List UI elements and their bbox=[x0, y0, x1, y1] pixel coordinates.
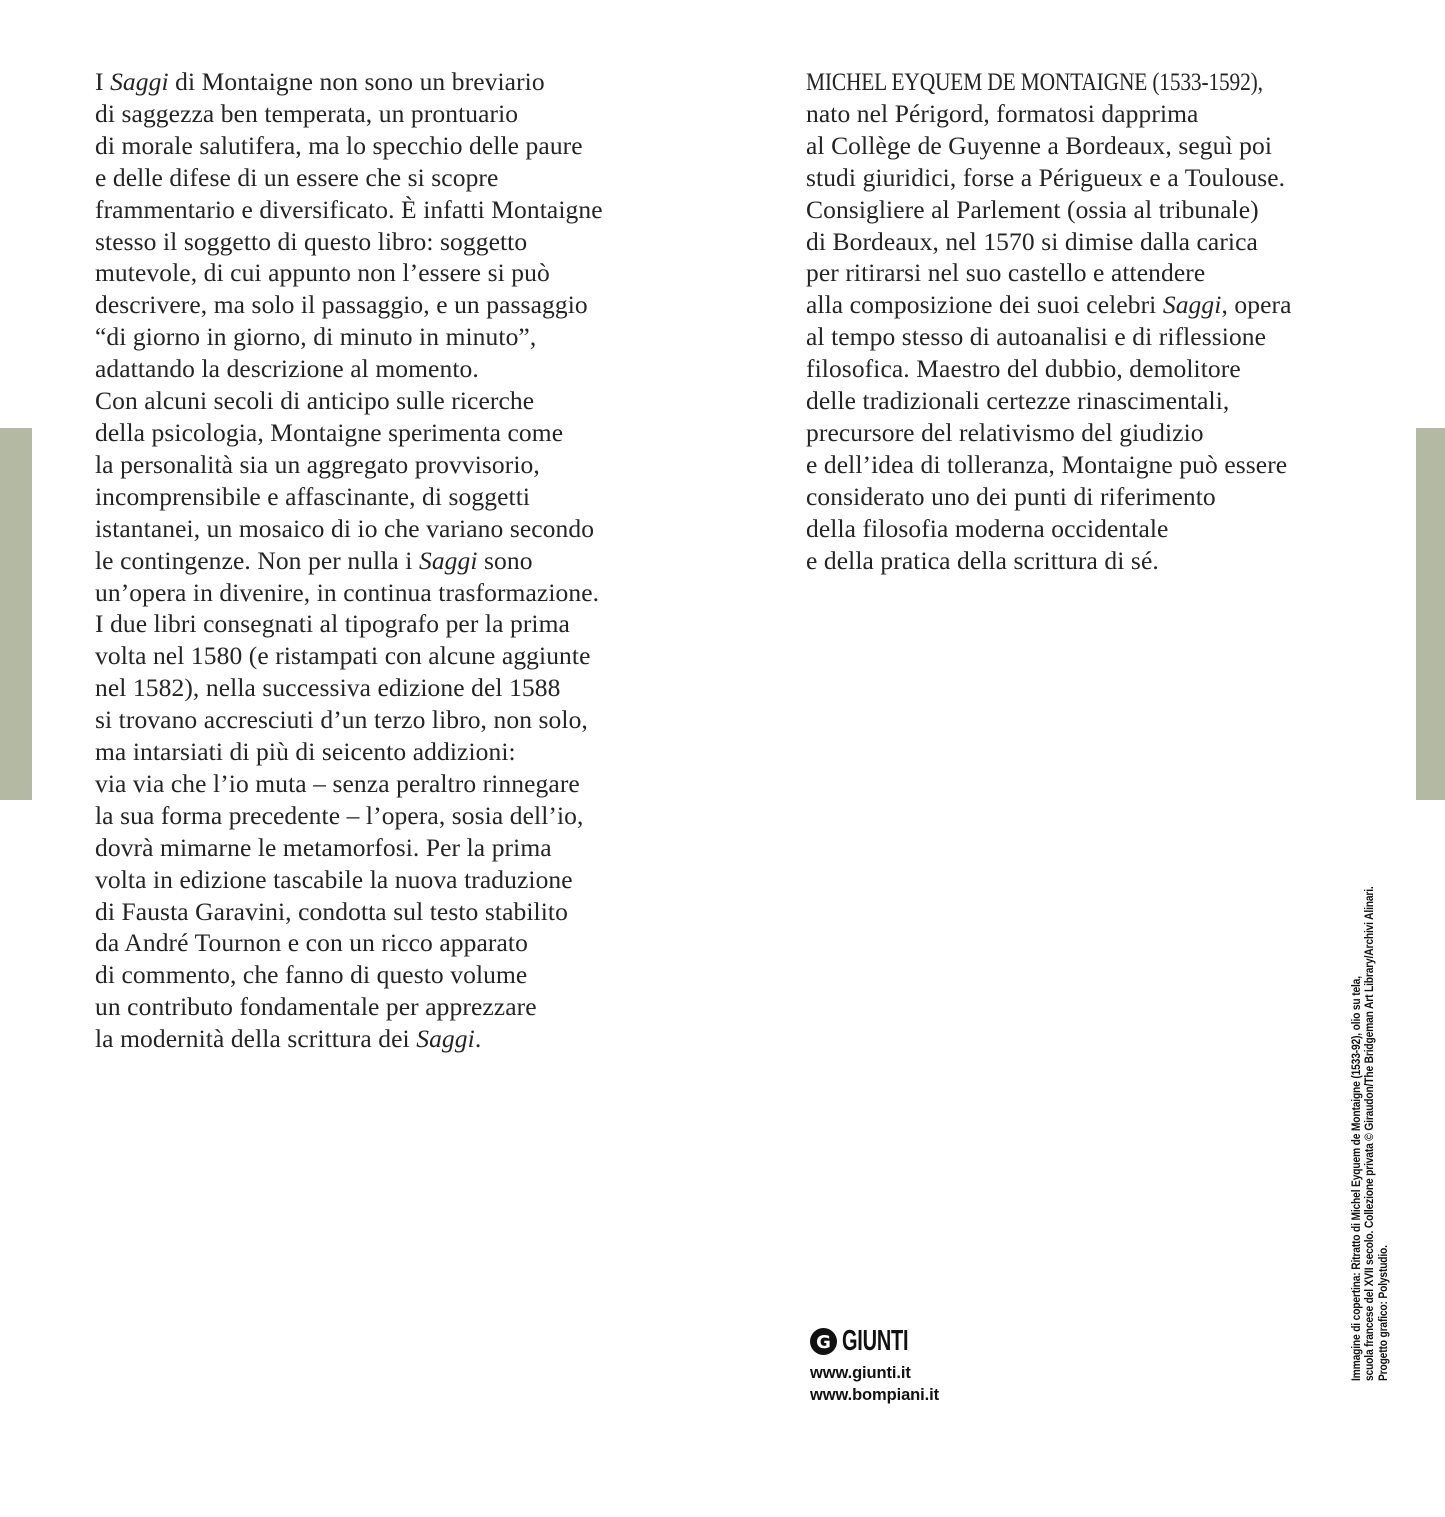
text: sono bbox=[477, 545, 533, 575]
text-line bbox=[95, 162, 735, 194]
text: stesso il soggetto di questo libro: soggetto bbox=[95, 226, 528, 256]
text: la personalità sia un aggregato provvisorio, bbox=[95, 449, 540, 479]
text-line bbox=[95, 640, 735, 672]
text: un contributo fondamentale per apprezzare bbox=[95, 992, 537, 1022]
italic-text: Saggi bbox=[1162, 290, 1222, 320]
text: MICHEL EYQUEM DE MONTAIGNE (1533-1592), bbox=[806, 67, 1263, 96]
text-line bbox=[95, 417, 735, 449]
text: volta in edizione tascabile la nuova traduzione bbox=[95, 864, 573, 894]
text: di commento, che fanno di questo volume bbox=[95, 960, 528, 990]
text: si trovano accresciuti d’un terzo libro, non solo, bbox=[95, 705, 588, 735]
text: alla composizione dei suoi celebri bbox=[806, 290, 1163, 320]
italic-text: Saggi bbox=[110, 67, 169, 96]
text: Con alcuni secoli di anticipo sulle ricerche bbox=[95, 386, 535, 416]
text: per ritirarsi nel suo castello e attendere bbox=[806, 258, 1206, 288]
text-line bbox=[95, 672, 735, 704]
text-line bbox=[95, 927, 735, 959]
text: istantanei, un mosaico di io che variano secondo bbox=[95, 513, 595, 543]
text: della filosofia moderna occidentale bbox=[806, 513, 1169, 543]
text: considerato uno dei punti di riferimento bbox=[806, 481, 1216, 511]
giunti-g-icon bbox=[810, 1328, 837, 1355]
text-line bbox=[95, 832, 735, 864]
text-line bbox=[95, 226, 735, 258]
giunti-g-letter: G bbox=[816, 1331, 831, 1353]
text-line bbox=[95, 321, 735, 353]
text-line bbox=[95, 768, 735, 800]
text: frammentario e diversificato. È infatti Montaigne bbox=[95, 194, 603, 224]
text-line bbox=[806, 194, 1426, 226]
text: descrivere, ma solo il passaggio, e un passaggio bbox=[95, 290, 588, 320]
text: al tempo stesso di autoanalisi e di riflessione bbox=[806, 322, 1267, 352]
text: adattando la descrizione al momento. bbox=[95, 354, 479, 384]
text-line bbox=[95, 864, 735, 896]
text-line bbox=[95, 98, 735, 130]
italic-text: Saggi bbox=[416, 1024, 475, 1054]
text: di Montaigne non sono un breviario bbox=[168, 67, 545, 96]
text: nato nel Périgord, formatosi dapprima bbox=[806, 98, 1199, 128]
text: di Bordeaux, nel 1570 si dimise dalla carica bbox=[806, 226, 1258, 256]
text: dovrà mimarne le metamorfosi. Per la prima bbox=[95, 832, 552, 862]
text: e della pratica della scrittura di sé. bbox=[806, 545, 1159, 575]
text: da André Tournon e con un ricco apparato bbox=[95, 928, 528, 958]
text-line bbox=[95, 353, 735, 385]
text-line bbox=[95, 1023, 735, 1055]
text-line bbox=[95, 385, 735, 417]
text: . bbox=[474, 1024, 482, 1054]
text-line bbox=[95, 481, 735, 513]
text-line bbox=[806, 321, 1426, 353]
cover-credits-vertical bbox=[1350, 832, 1392, 1381]
text: delle tradizionali certezze rinascimentali, bbox=[806, 386, 1230, 416]
credit-line: Immagine di copertina: Ritratto di Michel Eyquem de Montaigne (1533-92), olio su tela, bbox=[1349, 976, 1363, 1381]
text-line bbox=[95, 736, 735, 768]
text-line bbox=[95, 130, 735, 162]
text-line bbox=[806, 162, 1426, 194]
left-edge-band bbox=[0, 428, 32, 800]
text: studi giuridici, forse a Périgueux e a Toulouse. bbox=[806, 162, 1286, 192]
publisher-urls bbox=[810, 1362, 939, 1406]
text-line bbox=[806, 545, 1426, 577]
text: di Fausta Garavini, condotta sul testo stabilito bbox=[95, 896, 568, 926]
text: Consigliere al Parlement (ossia al tribunale) bbox=[806, 194, 1259, 224]
text-line bbox=[806, 66, 1327, 98]
text: incomprensibile e affascinante, di soggetti bbox=[95, 481, 531, 511]
text: le contingenze. Non per nulla i bbox=[95, 545, 419, 575]
giunti-logo bbox=[810, 1324, 939, 1357]
text-line bbox=[806, 449, 1426, 481]
left-column-text bbox=[95, 66, 735, 1055]
text: “di giorno in giorno, di minuto in minuto”, bbox=[95, 322, 537, 352]
bompiani-url: www.bompiani.it bbox=[810, 1386, 939, 1404]
text-line bbox=[806, 130, 1426, 162]
text: I bbox=[95, 67, 111, 96]
italic-text: Saggi bbox=[418, 545, 478, 575]
text: di saggezza ben temperata, un prontuario bbox=[95, 98, 519, 128]
text-line bbox=[95, 577, 735, 609]
text-line bbox=[95, 449, 735, 481]
text-line bbox=[95, 545, 735, 577]
text-line bbox=[95, 289, 735, 321]
text-line bbox=[806, 98, 1426, 130]
text: e delle difese di un essere che si scopre bbox=[95, 162, 499, 192]
text: filosofica. Maestro del dubbio, demolitore bbox=[806, 354, 1241, 384]
text-line bbox=[95, 608, 735, 640]
publisher-block bbox=[810, 1324, 939, 1406]
text-line bbox=[95, 991, 735, 1023]
text-line bbox=[95, 513, 735, 545]
text-line bbox=[95, 66, 735, 98]
text: , opera bbox=[1221, 290, 1292, 320]
text-line bbox=[95, 704, 735, 736]
text-line bbox=[806, 289, 1426, 321]
text-line bbox=[806, 257, 1426, 289]
text-line bbox=[806, 226, 1426, 258]
text: un’opera in divenire, in continua trasformazione. bbox=[95, 577, 600, 607]
text-line bbox=[95, 257, 735, 289]
text-line bbox=[95, 194, 735, 226]
text: della psicologia, Montaigne sperimenta come bbox=[95, 417, 564, 447]
credit-line: scuola francese del XVII secolo. Collezione privata © Giraudon/The Bridgeman Art Library/Archivi Alinari. bbox=[1362, 886, 1377, 1381]
text: nel 1582), nella successiva edizione del 1588 bbox=[95, 673, 561, 703]
giunti-logo-text: GIUNTI bbox=[842, 1324, 909, 1357]
text: via via che l’io muta – senza peraltro rinnegare bbox=[95, 768, 580, 798]
text: e dell’idea di tolleranza, Montaigne può essere bbox=[806, 449, 1288, 479]
text-line bbox=[95, 959, 735, 991]
right-column-text bbox=[806, 66, 1426, 577]
text-line bbox=[806, 481, 1426, 513]
text: ma intarsiati di più di seicento addizioni: bbox=[95, 737, 516, 767]
text-line bbox=[95, 800, 735, 832]
text-line bbox=[95, 896, 735, 928]
giunti-url: www.giunti.it bbox=[810, 1364, 911, 1382]
text-line bbox=[806, 513, 1426, 545]
text: mutevole, di cui appunto non l’essere si può bbox=[95, 258, 550, 288]
text: volta nel 1580 (e ristampati con alcune aggiunte bbox=[95, 641, 591, 671]
text: al Collège de Guyenne a Bordeaux, seguì poi bbox=[806, 130, 1273, 160]
text: precursore del relativismo del giudizio bbox=[806, 417, 1204, 447]
text-line bbox=[806, 385, 1426, 417]
credit-line: Progetto grafico: Polystudio. bbox=[1375, 1245, 1390, 1381]
text: la modernità della scrittura dei bbox=[95, 1024, 417, 1054]
text-line bbox=[806, 353, 1426, 385]
text: la sua forma precedente – l’opera, sosia dell’io, bbox=[95, 800, 584, 830]
text-line bbox=[806, 417, 1426, 449]
text: I due libri consegnati al tipografo per la prima bbox=[95, 609, 570, 639]
text: di morale salutifera, ma lo specchio delle paure bbox=[95, 130, 583, 160]
